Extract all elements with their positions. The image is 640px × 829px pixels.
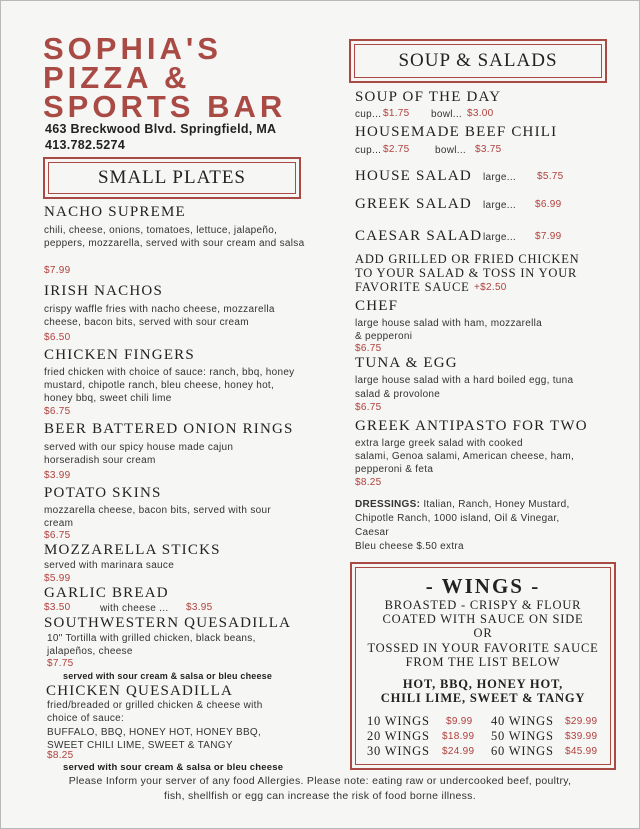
add-chicken-line: TO YOUR SALAD & TOSS IN YOUR — [355, 266, 578, 280]
item-desc: fried/breaded or grilled chicken & cheese with choice of sauce: — [47, 700, 263, 724]
size-label: large... — [483, 172, 516, 183]
item-name: IRISH NACHOS — [44, 283, 163, 299]
item-desc: fried chicken with choice of sauce: ranch, bbq, honey mustard, chipotle ranch, bleu cheese, honey hot, honey bbq, sweet chili lime — [44, 367, 295, 404]
wings-price: $39.99 — [565, 731, 598, 742]
item-desc: pepperoni & feta — [355, 464, 434, 475]
cup-label: cup... — [355, 109, 382, 120]
item-price: $6.75 — [355, 402, 382, 413]
item-option-price: $3.95 — [186, 602, 213, 613]
item-price: $7.75 — [47, 658, 74, 669]
phone: 413.782.5274 — [45, 138, 126, 152]
wings-line: TOSSED IN YOUR FAVORITE SAUCE — [367, 641, 599, 655]
item-desc: served with marinara sauce — [44, 560, 175, 571]
wings-count: 10 WINGS — [367, 714, 430, 728]
item-served: served with sour cream & salsa or bleu cheese — [63, 762, 284, 773]
item-price: $8.25 — [355, 477, 382, 488]
wings-price: $29.99 — [565, 716, 598, 727]
item-price: $6.75 — [355, 343, 382, 354]
item-name: GARLIC BREAD — [44, 585, 169, 601]
wings-price: $45.99 — [565, 746, 598, 757]
wings-sauces: HOT, BBQ, HONEY HOT, — [402, 677, 564, 691]
item-name: HOUSEMADE BEEF CHILI — [355, 124, 558, 140]
wings-box-inner — [355, 567, 611, 765]
bowl-price: $3.75 — [475, 144, 502, 155]
bowl-price: $3.00 — [467, 108, 494, 119]
wings-title: - WINGS - — [425, 574, 541, 598]
small-plates-header — [43, 157, 301, 199]
item-price: $5.99 — [44, 573, 71, 584]
dressings-line-1 — [355, 498, 570, 511]
item-name: POTATO SKINS — [44, 485, 162, 501]
item-price: $8.25 — [47, 750, 74, 761]
item-price: $7.99 — [44, 265, 71, 276]
item-price: $7.99 — [535, 231, 562, 242]
cup-label: cup... — [355, 145, 382, 156]
bowl-label: bowl... — [431, 109, 463, 120]
item-desc: large house salad with a hard boiled egg, tuna — [355, 375, 574, 386]
small-plates-title: SMALL PLATES — [48, 162, 296, 194]
add-chicken-line: FAVORITE SAUCE — [355, 280, 470, 294]
item-price: $5.75 — [537, 171, 564, 182]
item-name: CHICKEN FINGERS — [44, 347, 195, 363]
item-name: BEER BATTERED ONION RINGS — [44, 421, 294, 437]
item-price: $6.99 — [535, 199, 562, 210]
item-price: $6.75 — [44, 406, 71, 417]
dressings-line-2: Chipotle Ranch, 1000 island, Oil & Vinegar, — [355, 513, 560, 524]
item-served: served with sour cream & salsa or bleu cheese — [63, 671, 273, 681]
item-price: $3.99 — [44, 470, 71, 481]
allergy-notice-line-1: Please Inform your server of any food Allergies. Please note: eating raw or undercooked beef, poultry, — [68, 775, 572, 787]
item-desc: extra large greek salad with cooked — [355, 438, 523, 449]
add-chicken-price: +$2.50 — [474, 282, 507, 293]
item-name: CAESAR SALAD — [355, 228, 483, 244]
address: 463 Breckwood Blvd. Springfield, MA — [45, 122, 277, 136]
wings-price: $24.99 — [442, 746, 475, 757]
item-price: $3.50 — [44, 602, 71, 613]
item-desc: & pepperoni — [355, 331, 413, 342]
item-desc: mozzarella cheese, bacon bits, served with sour cream — [44, 505, 271, 529]
item-name: SOUTHWESTERN QUESADILLA — [44, 615, 292, 631]
brand-line-1: SOPHIA'S — [43, 31, 222, 66]
item-name: HOUSE SALAD — [355, 168, 472, 184]
item-name: CHEF — [355, 298, 399, 314]
wings-box — [350, 562, 616, 770]
dressings-label: DRESSINGS: — [355, 499, 421, 510]
item-desc: 10" Tortilla with grilled chicken, black beans, jalapeños, cheese — [47, 633, 256, 657]
item-desc: salami, Genoa salami, American cheese, ham, — [355, 451, 575, 462]
cup-price: $2.75 — [383, 144, 410, 155]
item-name: SOUP OF THE DAY — [355, 89, 502, 105]
wings-line: FROM THE LIST BELOW — [405, 655, 561, 669]
cup-price: $1.75 — [383, 108, 410, 119]
brand-line-2: PIZZA & — [43, 60, 191, 95]
item-name: GREEK SALAD — [355, 196, 472, 212]
dressings-extra: Bleu cheese $.50 extra — [355, 541, 464, 552]
wings-count: 20 WINGS — [367, 729, 430, 743]
brand-line-3: SPORTS BAR — [43, 89, 287, 124]
item-desc: salad & provolone — [355, 389, 441, 400]
wings-count: 40 WINGS — [491, 714, 554, 728]
wings-price: $9.99 — [446, 716, 473, 727]
item-desc: served with our spicy house made cajun horseradish sour cream — [44, 442, 234, 466]
item-desc-sauces: BUFFALO, BBQ, HONEY HOT, HONEY BBQ, SWEET CHILI LIME, SWEET & TANGY — [47, 727, 262, 751]
dressings-text: Italian, Ranch, Honey Mustard, — [420, 499, 570, 510]
add-chicken-line: ADD GRILLED OR FRIED CHICKEN — [355, 252, 580, 266]
item-name: TUNA & EGG — [355, 355, 458, 371]
item-desc: large house salad with ham, mozzarella — [355, 318, 543, 329]
item-price: $6.75 — [44, 530, 71, 541]
item-name: NACHO SUPREME — [44, 204, 186, 220]
item-desc: chili, cheese, onions, tomatoes, lettuce, jalapeño, peppers, mozzarella, served with sour cream and salsa — [44, 225, 305, 249]
bowl-label: bowl... — [435, 145, 467, 156]
wings-count: 50 WINGS — [491, 729, 554, 743]
wings-line: BROASTED - CRISPY & FLOUR — [384, 598, 582, 612]
item-option: with cheese ... — [100, 603, 169, 614]
soup-salads-title: SOUP & SALADS — [354, 44, 602, 78]
wings-sauces: CHILI LIME, SWEET & TANGY — [380, 691, 586, 705]
item-price: $6.50 — [44, 332, 71, 343]
item-name: CHICKEN QUESADILLA — [46, 683, 234, 699]
item-desc: crispy waffle fries with nacho cheese, mozzarella cheese, bacon bits, served with sour cream — [44, 304, 275, 328]
wings-line: OR — [473, 626, 493, 640]
wings-count: 30 WINGS — [367, 744, 430, 758]
dressings-line-3: Caesar — [355, 527, 390, 538]
soup-salads-header — [349, 39, 607, 83]
item-name: GREEK ANTIPASTO FOR TWO — [355, 418, 588, 434]
wings-line: COATED WITH SAUCE ON SIDE — [382, 612, 584, 626]
size-label: large... — [483, 232, 516, 243]
item-name: MOZZARELLA STICKS — [44, 542, 221, 558]
allergy-notice-line-2: fish, shellfish or egg can increase the risk of food borne illness. — [164, 790, 476, 802]
size-label: large... — [483, 200, 516, 211]
wings-count: 60 WINGS — [491, 744, 554, 758]
wings-price: $18.99 — [442, 731, 475, 742]
